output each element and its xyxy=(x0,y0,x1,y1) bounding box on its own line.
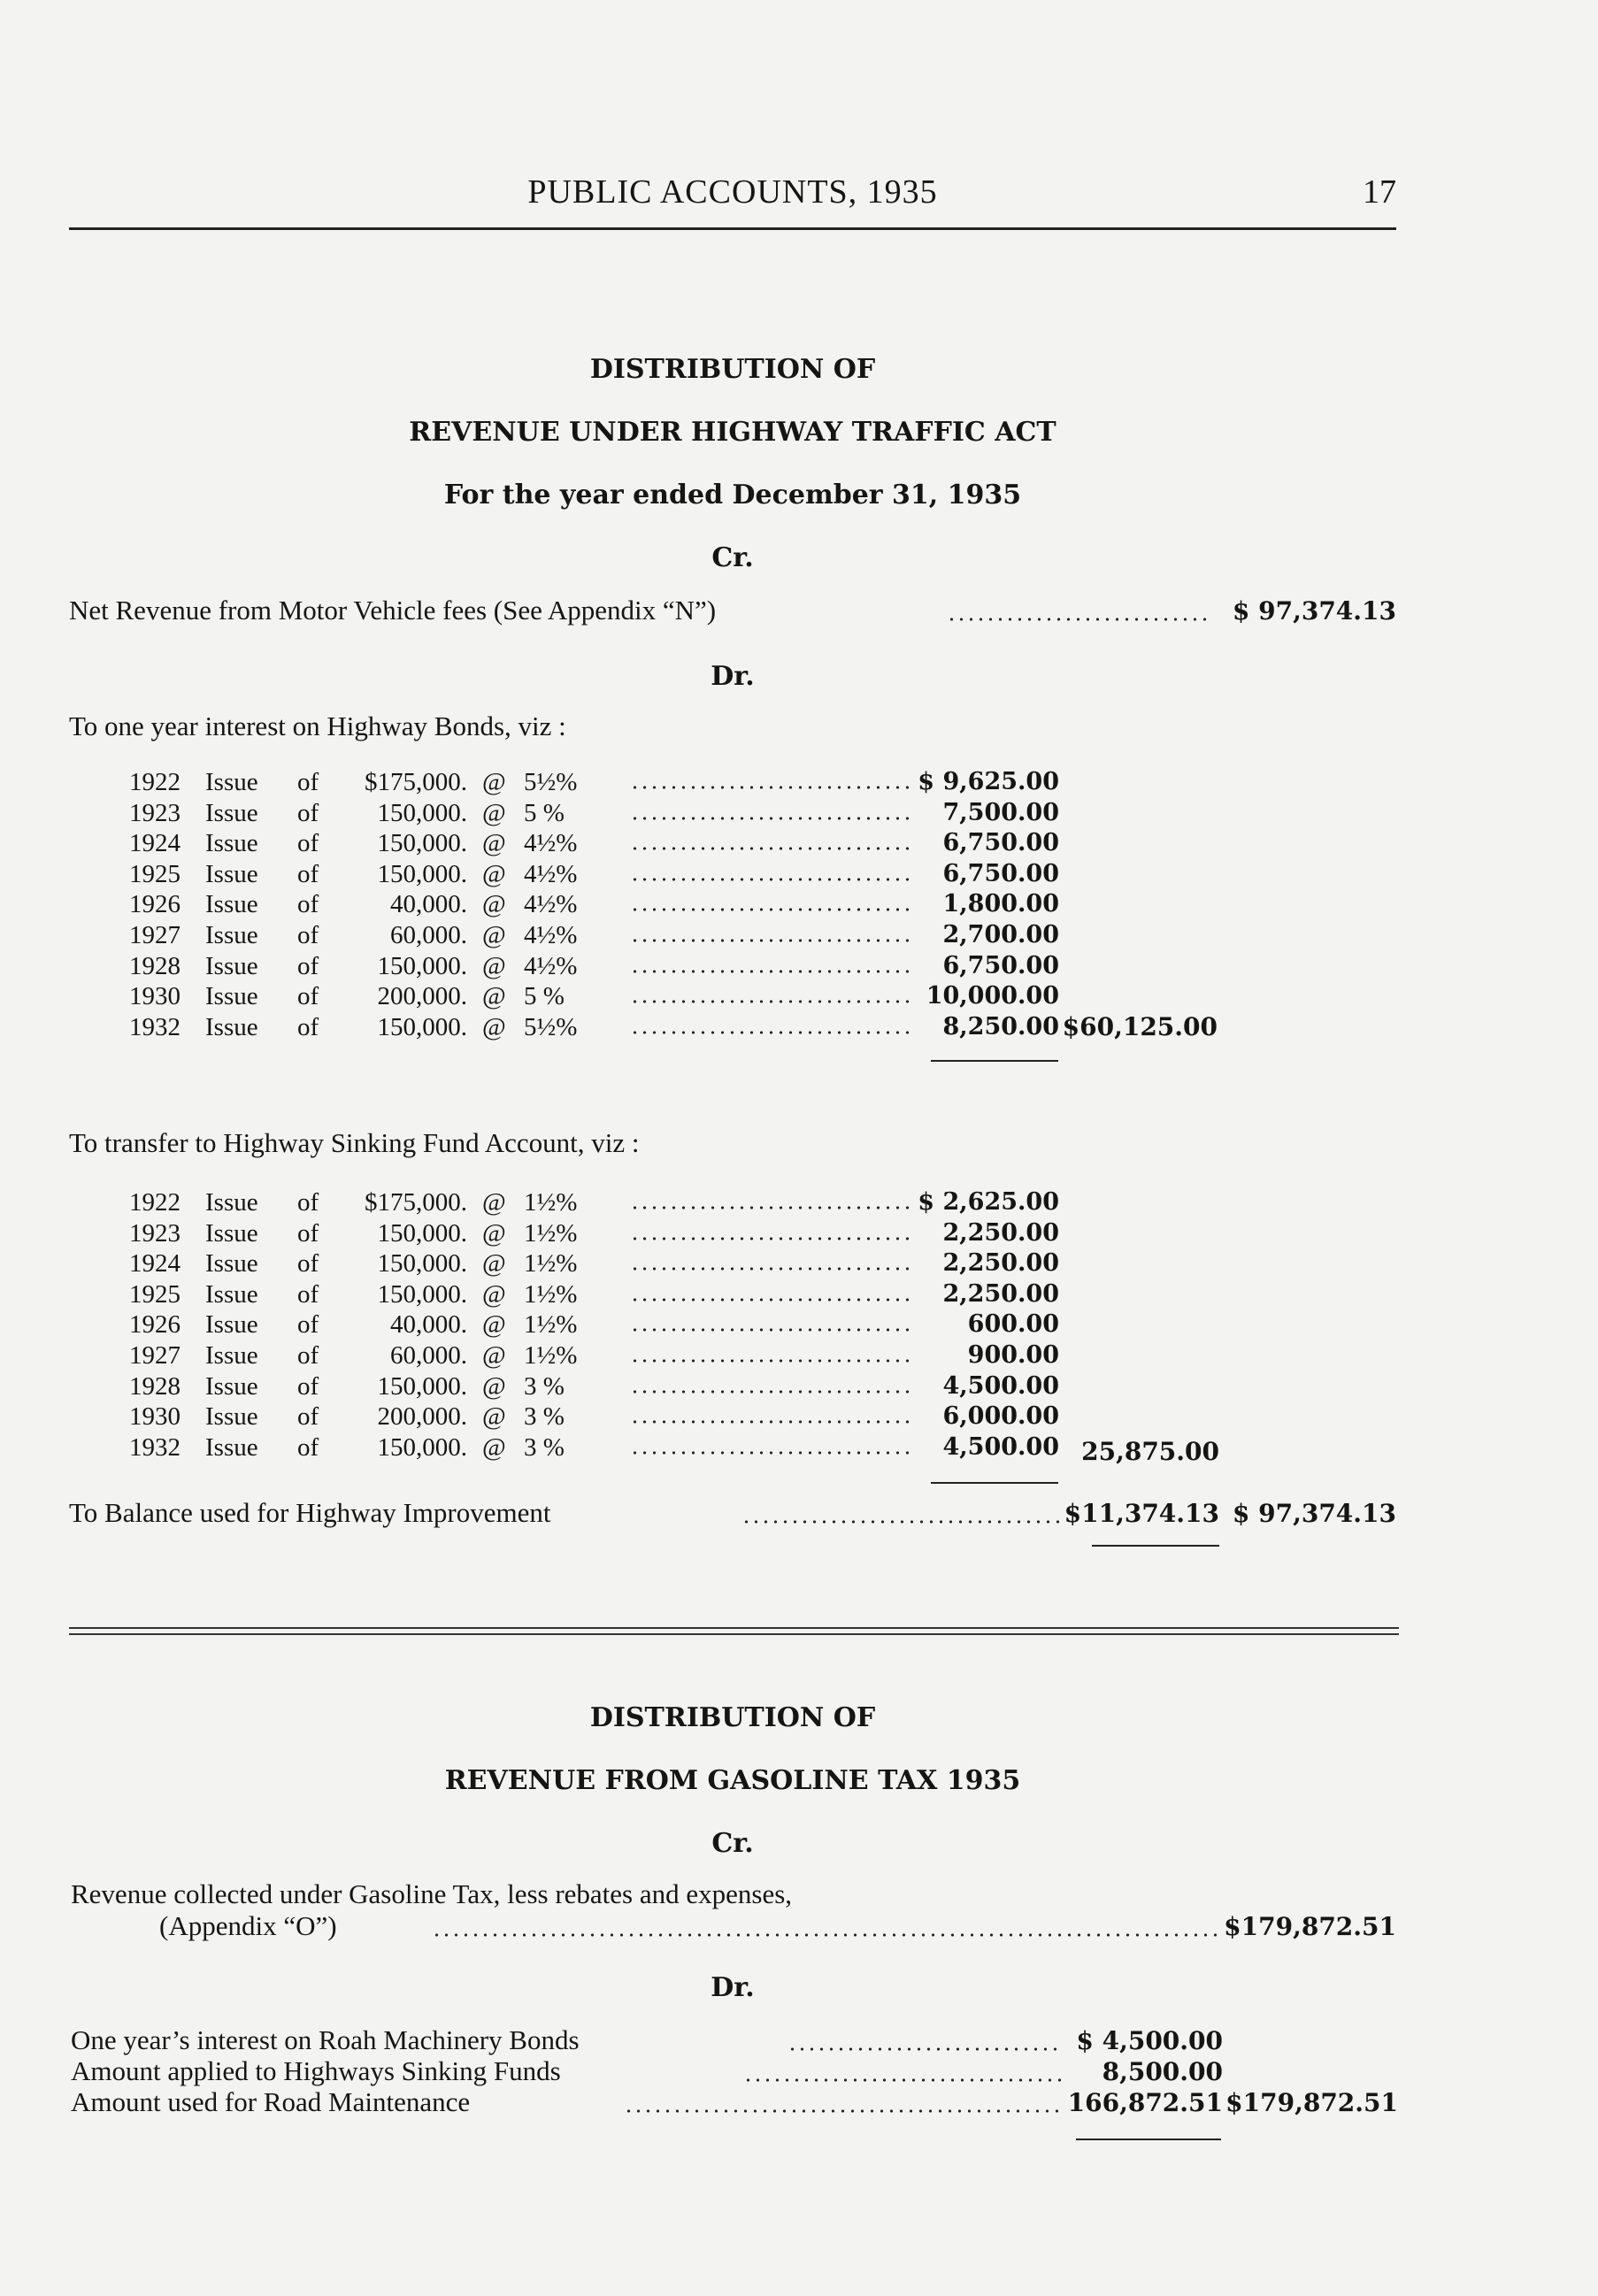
balance-grand-total: $ 97,374.13 xyxy=(1232,1499,1396,1528)
bond-at-sign: @ xyxy=(482,1432,506,1462)
bond-year: 1928 xyxy=(129,951,181,980)
section2-heading-line1: DISTRIBUTION OF xyxy=(589,1702,876,1733)
bond-principal: 150,000. xyxy=(377,798,467,827)
bond-amount: 7,500.00 xyxy=(942,798,1059,826)
bond-of-word: of xyxy=(297,829,319,858)
bond-rate: 1½% xyxy=(524,1341,578,1370)
bond-amount: $ 2,625.00 xyxy=(918,1188,1059,1216)
balance-line xyxy=(69,1497,550,1529)
bond-amount: 2,700.00 xyxy=(942,921,1059,948)
bond-at-sign: @ xyxy=(482,1012,506,1041)
bond-at-sign: @ xyxy=(482,798,506,827)
bond-principal: 150,000. xyxy=(377,1218,467,1248)
bond-of-word: of xyxy=(297,1012,319,1041)
section1-heading-line1: DISTRIBUTION OF xyxy=(589,354,876,385)
bond-issue-word: Issue xyxy=(205,768,258,796)
bond-issue-word: Issue xyxy=(205,890,258,919)
bond-of-word: of xyxy=(297,1341,319,1370)
bond-amount: 600.00 xyxy=(967,1310,1059,1339)
bond-year: 1928 xyxy=(129,1371,181,1401)
bond-issue-word: Issue xyxy=(205,1012,258,1041)
bond-rate: 3 % xyxy=(524,1432,565,1462)
bond-at-sign: @ xyxy=(482,982,506,1011)
bond-of-word: of xyxy=(297,951,319,980)
bond-of-word: of xyxy=(297,859,319,888)
balance-rule xyxy=(1092,1545,1219,1547)
bond-year: 1930 xyxy=(129,982,181,1011)
bond-row xyxy=(0,952,1598,983)
bond-of-word: of xyxy=(297,1310,319,1340)
bond-rate: 1½% xyxy=(524,1279,578,1309)
bond-of-word: of xyxy=(297,1218,319,1248)
bond-year: 1922 xyxy=(129,768,181,796)
leader-dots xyxy=(630,1000,911,1003)
leader-dots xyxy=(630,939,911,942)
leader-dots xyxy=(741,1520,1060,1524)
bond-at-sign: @ xyxy=(482,768,506,796)
net-revenue-amount: $ 97,374.13 xyxy=(1232,596,1396,626)
bond-rate: 4½% xyxy=(524,829,578,858)
bond-row xyxy=(0,890,1598,921)
bond-at-sign: @ xyxy=(482,1218,506,1248)
bond-issue-word: Issue xyxy=(205,859,258,888)
gas-item-text: Amount used for Road Maintenance xyxy=(71,2086,471,2117)
bond-year: 1923 xyxy=(129,1218,181,1248)
bond-amount: 6,750.00 xyxy=(942,829,1059,857)
leader-dots xyxy=(630,1451,911,1455)
bond-of-word: of xyxy=(297,1402,319,1432)
bond-principal: 200,000. xyxy=(377,1402,467,1432)
bond-amount: $ 9,625.00 xyxy=(918,768,1059,795)
bond-principal: 150,000. xyxy=(377,829,467,858)
bond-row xyxy=(0,1402,1598,1433)
leader-dots xyxy=(630,1267,911,1271)
bond-at-sign: @ xyxy=(482,1402,506,1432)
bond-rate: 5 % xyxy=(524,982,565,1011)
gas-item-amount: 166,872.51 xyxy=(1067,2088,1223,2117)
bond-principal: 200,000. xyxy=(377,982,467,1011)
bond-amount: 4,500.00 xyxy=(942,1432,1059,1461)
gas-grand-total: $179,872.51 xyxy=(1225,2088,1398,2117)
bond-rate: 3 % xyxy=(524,1402,565,1432)
leader-dots xyxy=(630,1031,911,1034)
leader-dots xyxy=(630,1390,911,1394)
bond-at-sign: @ xyxy=(482,1371,506,1401)
bond-rate: 4½% xyxy=(524,921,578,949)
bond-year: 1927 xyxy=(129,921,181,949)
bond-of-word: of xyxy=(297,1371,319,1401)
bond-at-sign: @ xyxy=(482,921,506,949)
bond-year: 1924 xyxy=(129,1249,181,1279)
bond-amount: 8,250.00 xyxy=(942,1012,1059,1040)
bond-rate: 5½% xyxy=(524,768,578,796)
balance-text: To Balance used for Highway Improvement xyxy=(69,1497,551,1528)
bond-principal: 60,000. xyxy=(390,1341,467,1370)
bond-row xyxy=(0,860,1598,891)
section1-cr-label: Cr. xyxy=(711,542,754,573)
leader-dots xyxy=(630,970,911,973)
net-revenue-text: Net Revenue from Motor Vehicle fees (See Appendix “N”) xyxy=(69,595,717,626)
gas-revenue-line2: (Appendix “O”) xyxy=(159,1910,337,1941)
bond-at-sign: @ xyxy=(482,1279,506,1309)
bond-row xyxy=(0,1280,1598,1311)
bond-row xyxy=(0,1341,1598,1372)
bond-of-word: of xyxy=(297,1279,319,1309)
header-rule xyxy=(69,227,1396,230)
bond-at-sign: @ xyxy=(482,829,506,858)
bond-year: 1924 xyxy=(129,829,181,858)
bond-row xyxy=(0,1310,1598,1341)
bond-rate: 5½% xyxy=(524,1012,578,1041)
bond-row xyxy=(0,1249,1598,1280)
bond-amount: 2,250.00 xyxy=(942,1279,1059,1308)
bond-principal: 150,000. xyxy=(377,1279,467,1309)
bond-amount: 6,000.00 xyxy=(942,1402,1059,1431)
gas-item-text: One year’s interest on Roah Machinery Bonds xyxy=(71,2024,580,2055)
bond-rate: 4½% xyxy=(524,859,578,888)
bond-year: 1932 xyxy=(129,1012,181,1041)
bond-row xyxy=(0,1433,1598,1464)
leader-dots xyxy=(432,1933,1219,1937)
bond-principal: 150,000. xyxy=(377,859,467,888)
gas-revenue-amount: $179,872.51 xyxy=(1224,1912,1396,1941)
bond-principal: 150,000. xyxy=(377,1432,467,1462)
bond-amount: 900.00 xyxy=(967,1341,1059,1369)
bond-issue-word: Issue xyxy=(205,1188,258,1217)
bond-of-word: of xyxy=(297,798,319,827)
bond-at-sign: @ xyxy=(482,1341,506,1370)
bond-of-word: of xyxy=(297,1432,319,1462)
bond-of-word: of xyxy=(297,921,319,949)
bond-rate: 1½% xyxy=(524,1218,578,1248)
bond-rate: 1½% xyxy=(524,1249,578,1279)
bond-row xyxy=(0,799,1598,830)
bond-at-sign: @ xyxy=(482,859,506,888)
bond-of-word: of xyxy=(297,1249,319,1279)
bond-year: 1922 xyxy=(129,1188,181,1217)
bond-principal: 60,000. xyxy=(390,921,467,949)
bond-rate: 3 % xyxy=(524,1371,565,1401)
section1-heading-line3: For the year ended December 31, 1935 xyxy=(443,480,1022,511)
bond-year: 1925 xyxy=(129,859,181,888)
section1-heading-line2: REVENUE UNDER HIGHWAY TRAFFIC ACT xyxy=(409,417,1056,448)
bond-issue-word: Issue xyxy=(205,829,258,858)
bond-row xyxy=(0,1188,1598,1219)
bond-year: 1927 xyxy=(129,1341,181,1370)
gas-item-amount: 8,500.00 xyxy=(1102,2057,1223,2086)
bond-row xyxy=(0,921,1598,952)
leader-dots xyxy=(787,2047,1062,2051)
bond-year: 1926 xyxy=(129,1310,181,1340)
bond-rate: 5 % xyxy=(524,798,565,827)
bond-at-sign: @ xyxy=(482,951,506,980)
leader-dots xyxy=(630,1328,911,1332)
leader-dots xyxy=(630,1237,911,1240)
gas-item-amount: $ 4,500.00 xyxy=(1076,2026,1223,2055)
bond-row xyxy=(0,982,1598,1013)
leader-dots xyxy=(630,786,911,789)
bond-year: 1923 xyxy=(129,798,181,827)
bond-amount: 4,500.00 xyxy=(942,1371,1059,1400)
bond-principal: 150,000. xyxy=(377,951,467,980)
gas-revenue-line1: Revenue collected under Gasoline Tax, less rebates and expenses, xyxy=(71,1878,793,1909)
section2-cr-label: Cr. xyxy=(711,1828,754,1859)
section1-dr-label: Dr. xyxy=(711,661,755,692)
bond-principal: $175,000. xyxy=(365,768,467,796)
leader-dots xyxy=(630,1206,911,1209)
bond-row xyxy=(0,1013,1598,1044)
balance-amount: $11,374.13 xyxy=(1064,1499,1219,1528)
bond-of-word: of xyxy=(297,890,319,919)
page-number: 17 xyxy=(1363,173,1396,211)
leader-dots xyxy=(630,908,911,911)
bond-issue-word: Issue xyxy=(205,982,258,1011)
bond-rate: 4½% xyxy=(524,951,578,980)
section-divider xyxy=(69,1633,1399,1635)
bond-of-word: of xyxy=(297,768,319,796)
bond-issue-word: Issue xyxy=(205,798,258,827)
bond-at-sign: @ xyxy=(482,1310,506,1340)
section2-dr-label: Dr. xyxy=(711,1972,755,2003)
leader-dots xyxy=(630,878,911,881)
bond-amount: 2,250.00 xyxy=(942,1218,1059,1247)
bond-year: 1926 xyxy=(129,890,181,919)
bond-principal: 150,000. xyxy=(377,1249,467,1279)
bond-at-sign: @ xyxy=(482,1249,506,1279)
bond-amount: 1,800.00 xyxy=(942,890,1059,918)
leader-dots xyxy=(630,1298,911,1302)
bond-rate: 1½% xyxy=(524,1188,578,1217)
gas-item-text: Amount applied to Highways Sinking Funds xyxy=(71,2055,561,2086)
sinking-total: 25,875.00 xyxy=(1081,1437,1219,1466)
bond-principal: $175,000. xyxy=(365,1188,467,1217)
bond-of-word: of xyxy=(297,982,319,1011)
bond-amount: 6,750.00 xyxy=(942,859,1059,887)
leader-dots xyxy=(624,2109,1062,2113)
interest-total: $60,125.00 xyxy=(1062,1012,1218,1041)
bond-row xyxy=(0,768,1598,799)
section-divider xyxy=(69,1627,1399,1629)
sinking-subtotal-rule xyxy=(931,1482,1058,1484)
sinking-intro: To transfer to Highway Sinking Fund Account, viz : xyxy=(69,1127,640,1158)
net-revenue-line xyxy=(69,595,716,626)
bond-year: 1932 xyxy=(129,1432,181,1462)
bond-of-word: of xyxy=(297,1188,319,1217)
bond-issue-word: Issue xyxy=(205,1310,258,1340)
bond-issue-word: Issue xyxy=(205,1402,258,1432)
bond-row xyxy=(0,829,1598,860)
bond-issue-word: Issue xyxy=(205,1279,258,1309)
bond-row xyxy=(0,1372,1598,1403)
bond-issue-word: Issue xyxy=(205,1249,258,1279)
bond-issue-word: Issue xyxy=(205,1341,258,1370)
bond-principal: 150,000. xyxy=(377,1012,467,1041)
bond-at-sign: @ xyxy=(482,890,506,919)
leader-dots xyxy=(947,618,1212,621)
bond-year: 1925 xyxy=(129,1279,181,1309)
bond-amount: 10,000.00 xyxy=(926,982,1059,1010)
leader-dots xyxy=(630,847,911,850)
leader-dots xyxy=(743,2078,1062,2082)
section2-heading-line2: REVENUE FROM GASOLINE TAX 1935 xyxy=(444,1765,1021,1796)
gas-total-rule xyxy=(1076,2139,1221,2140)
bond-issue-word: Issue xyxy=(205,1432,258,1462)
bond-year: 1930 xyxy=(129,1402,181,1432)
bond-principal: 150,000. xyxy=(377,1371,467,1401)
interest-intro: To one year interest on Highway Bonds, viz : xyxy=(69,710,566,741)
bond-principal: 40,000. xyxy=(390,890,467,919)
bond-issue-word: Issue xyxy=(205,1371,258,1401)
bond-principal: 40,000. xyxy=(390,1310,467,1340)
leader-dots xyxy=(630,1359,911,1363)
bond-issue-word: Issue xyxy=(205,1218,258,1248)
bond-at-sign: @ xyxy=(482,1188,506,1217)
bond-rate: 1½% xyxy=(524,1310,578,1340)
bond-issue-word: Issue xyxy=(205,921,258,949)
leader-dots xyxy=(630,1420,911,1424)
interest-subtotal-rule xyxy=(931,1060,1058,1062)
leader-dots xyxy=(630,817,911,820)
bond-amount: 6,750.00 xyxy=(942,951,1059,979)
bond-rate: 4½% xyxy=(524,890,578,919)
bond-row xyxy=(0,1219,1598,1250)
bond-amount: 2,250.00 xyxy=(942,1249,1059,1278)
running-title: PUBLIC ACCOUNTS, 1935 xyxy=(527,173,938,211)
bond-issue-word: Issue xyxy=(205,951,258,980)
